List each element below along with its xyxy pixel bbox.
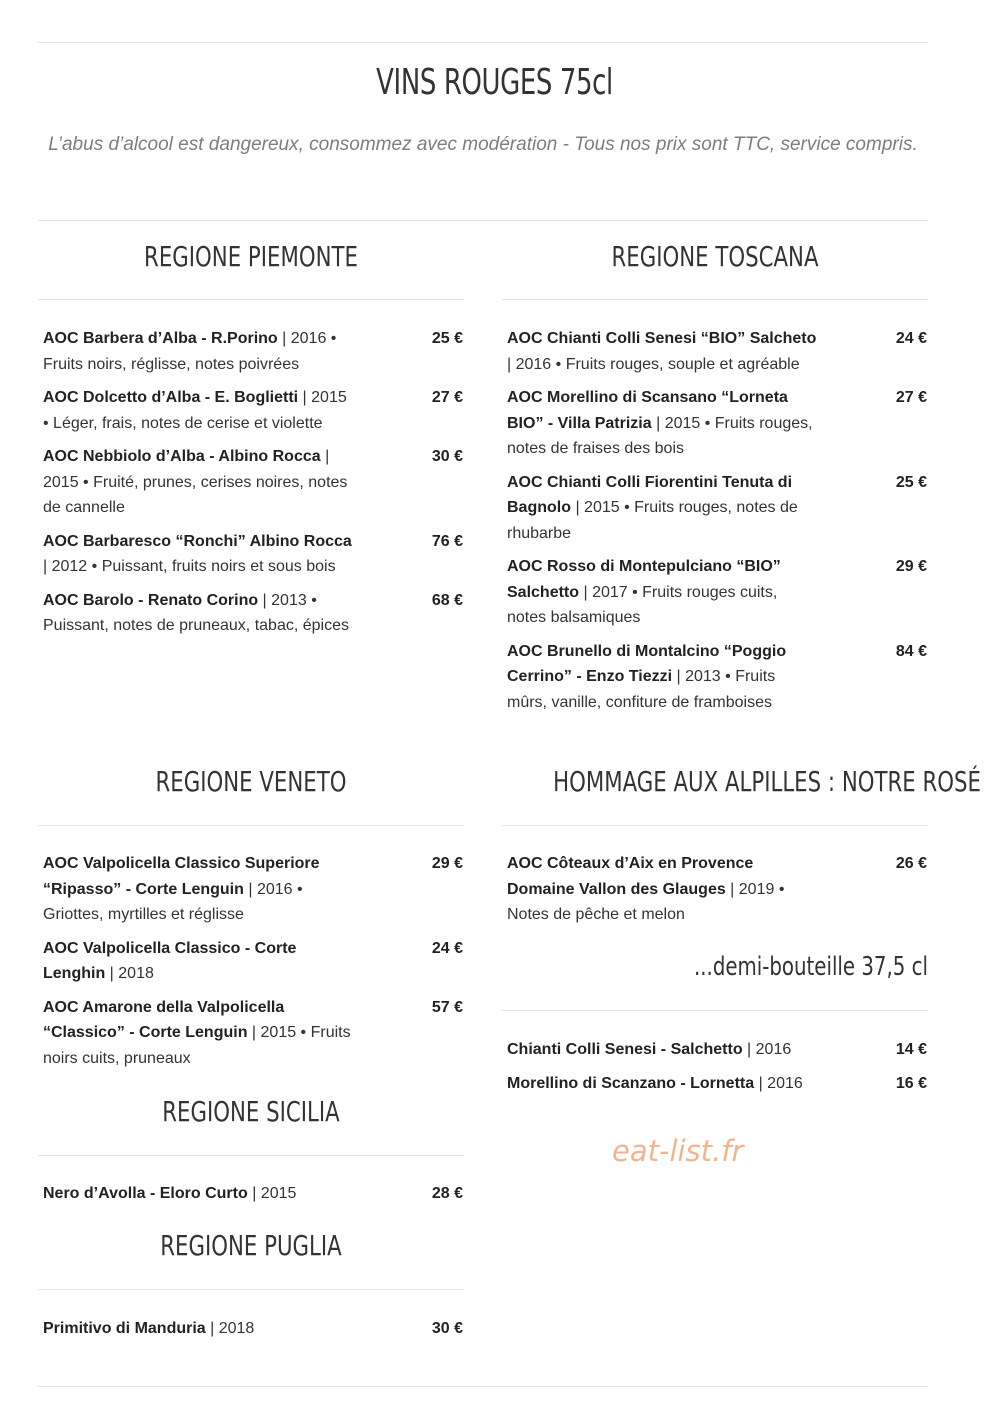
page-title: VINS ROUGES 75cl: [376, 62, 613, 103]
wine-item: [43, 1316, 463, 1342]
wine-price: 25 €: [431, 330, 463, 347]
wine-item: [507, 385, 927, 462]
wine-details: | 2012 • Puissant, fruits noirs et sous bois: [43, 558, 336, 575]
wine-price: 26 €: [895, 855, 927, 872]
wine-item: [507, 470, 927, 547]
wine-name: AOC Amarone della Valpolicella “Classico” - Corte Lenguin: [43, 998, 285, 1041]
section-rule-puglia: [38, 1289, 464, 1290]
section-heading-toscana: REGIONE TOSCANA: [611, 240, 819, 273]
wine-description: [43, 995, 355, 1072]
wine-item: [43, 588, 463, 639]
wine-price: 27 €: [895, 389, 927, 406]
section-heading-sicilia: REGIONE SICILIA: [162, 1095, 340, 1128]
section-rule-sicilia: [38, 1155, 464, 1156]
wine-details: | 2015: [247, 1185, 297, 1202]
wine-item: [43, 385, 463, 436]
wine-name: AOC Barolo - Renato Corino: [43, 591, 259, 609]
wine-price: 24 €: [895, 330, 927, 347]
wine-description: [507, 639, 819, 716]
wine-details: | 2019 • Notes de pêche et melon: [507, 880, 785, 923]
section-heading-demi-bouteille: ...demi-bouteille 37,5 cl: [693, 952, 928, 982]
wine-name: AOC Barbaresco “Ronchi” Albino Rocca: [43, 532, 352, 550]
wine-item: [43, 1181, 463, 1207]
wine-name: AOC Valpolicella Classico Superiore “Ripasso” - Corte Lenguin: [43, 855, 320, 898]
wine-price: 29 €: [895, 558, 927, 575]
wine-description: [43, 1181, 355, 1207]
wine-price: 30 €: [431, 448, 463, 465]
wine-description: [43, 529, 355, 580]
wine-description: [43, 385, 355, 436]
wine-details: | 2017 • Fruits rouges cuits, notes balsamiques: [507, 583, 778, 626]
wine-item: [507, 554, 927, 631]
wine-price: 28 €: [431, 1185, 463, 1202]
wine-details: | 2016: [754, 1074, 803, 1092]
wine-item: [43, 936, 463, 987]
wine-name: Primitivo di Manduria: [43, 1320, 206, 1337]
wine-details: | 2013 • Puissant, notes de pruneaux, tabac, épices: [43, 591, 349, 634]
wine-price: 16 €: [895, 1074, 927, 1092]
wine-description: [43, 851, 355, 928]
wine-price: 76 €: [431, 532, 463, 550]
wine-description: [43, 444, 355, 521]
wine-item: [507, 1037, 927, 1063]
wine-list-demi: [507, 1037, 927, 1104]
alcohol-notice: L’abus d’alcool est dangereux, consommez avec modération - Tous nos prix sont TTC, service compris.: [48, 134, 918, 155]
wine-price: 57 €: [431, 998, 463, 1016]
wine-description: [507, 851, 819, 928]
top-rule: [38, 42, 928, 43]
wine-list-rose: [507, 851, 927, 936]
wine-item: [507, 1071, 927, 1097]
wine-item: [43, 851, 463, 928]
wine-item: [43, 995, 463, 1072]
wine-description: [507, 1037, 819, 1063]
wine-description: [507, 470, 819, 547]
wine-price: 24 €: [431, 939, 463, 957]
wine-description: [507, 385, 819, 462]
wine-details: | 2013 • Fruits mûrs, vanille, confiture de framboises: [507, 668, 776, 711]
wine-details: | 2015 • Fruité, prunes, cerises noires, notes de cannelle: [43, 448, 348, 516]
wine-price: 14 €: [895, 1041, 927, 1058]
wine-price: 25 €: [895, 473, 927, 491]
wine-item: [507, 326, 927, 377]
wine-name: AOC Valpolicella Classico - Corte Lenghin: [43, 939, 297, 982]
bottom-rule: [38, 1386, 928, 1387]
wine-item: [507, 851, 927, 928]
wine-description: [507, 1071, 819, 1097]
wine-price: 29 €: [431, 855, 463, 872]
wine-item: [43, 326, 463, 377]
section-heading-piemonte: REGIONE PIEMONTE: [144, 240, 358, 273]
wine-description: [43, 326, 355, 377]
wine-name: AOC Barbera d’Alba - R.Porino: [43, 330, 278, 347]
section-rule-toscana: [502, 299, 928, 300]
section-heading-puglia: REGIONE PUGLIA: [160, 1229, 342, 1262]
wine-name: AOC Nebbiolo d’Alba - Albino Rocca: [43, 448, 321, 465]
wine-name: Nero d’Avolla - Eloro Curto: [43, 1185, 248, 1202]
wine-details: | 2016 • Fruits rouges, souple et agréable: [507, 355, 800, 373]
wine-price: 30 €: [431, 1320, 463, 1337]
wine-details: | 2016 • Fruits noirs, réglisse, notes poivrées: [43, 330, 337, 373]
wine-name: AOC Morellino di Scansano “Lorneta BIO” - Villa Patrizia: [507, 389, 788, 432]
wine-details: | 2015 • Fruits noirs cuits, pruneaux: [43, 1024, 351, 1067]
watermark: eat-list.fr: [612, 1134, 744, 1168]
wine-item: [43, 529, 463, 580]
wine-details: | 2015 • Fruits rouges, notes de fraises des bois: [507, 414, 813, 457]
wine-list-sicilia: [43, 1181, 463, 1215]
wine-name: Chianti Colli Senesi - Salchetto: [507, 1041, 743, 1058]
wine-name: AOC Chianti Colli Fiorentini Tenuta di Bagnolo: [507, 473, 793, 516]
wine-item: [43, 444, 463, 521]
section-rule-veneto: [38, 825, 464, 826]
wine-description: [43, 1316, 355, 1342]
wine-item: [507, 639, 927, 716]
wine-name: Morellino di Scanzano - Lornetta: [507, 1074, 755, 1092]
wine-list-piemonte: [43, 326, 463, 647]
section-heading-rose: HOMMAGE AUX ALPILLES : NOTRE ROSÉ: [553, 765, 981, 798]
wine-details: | 2016 • Griottes, myrtilles et réglisse: [43, 880, 303, 923]
wine-details: | 2015 • Léger, frais, notes de cerise et violette: [43, 389, 347, 432]
section-rule-piemonte: [38, 299, 464, 300]
wine-list-toscana: [507, 326, 927, 723]
wine-price: 68 €: [431, 591, 463, 609]
wine-price: 27 €: [431, 389, 463, 406]
wine-description: [43, 588, 355, 639]
section-heading-veneto: REGIONE VENETO: [155, 765, 347, 798]
wine-name: AOC Côteaux d’Aix en Provence Domaine Vallon des Glauges: [507, 855, 754, 898]
section-rule-demi: [502, 1010, 928, 1011]
wine-name: AOC Chianti Colli Senesi “BIO” Salcheto: [507, 330, 817, 347]
wine-description: [507, 554, 819, 631]
wine-details: | 2018: [105, 965, 154, 982]
wine-price: 84 €: [895, 642, 927, 660]
wine-list-puglia: [43, 1316, 463, 1350]
header-rule: [38, 220, 928, 221]
wine-description: [507, 326, 819, 377]
wine-name: AOC Brunello di Montalcino “Poggio Cerrino” - Enzo Tiezzi: [507, 642, 787, 685]
wine-name: AOC Dolcetto d’Alba - E. Boglietti: [43, 389, 299, 406]
wine-name: AOC Rosso di Montepulciano “BIO” Salchetto: [507, 558, 781, 601]
wine-details: | 2018: [205, 1320, 255, 1337]
section-rule-rose: [502, 825, 928, 826]
wine-description: [43, 936, 355, 987]
wine-details: | 2016: [742, 1041, 792, 1058]
wine-details: | 2015 • Fruits rouges, notes de rhubarbe: [507, 499, 798, 542]
wine-list-veneto: [43, 851, 463, 1079]
